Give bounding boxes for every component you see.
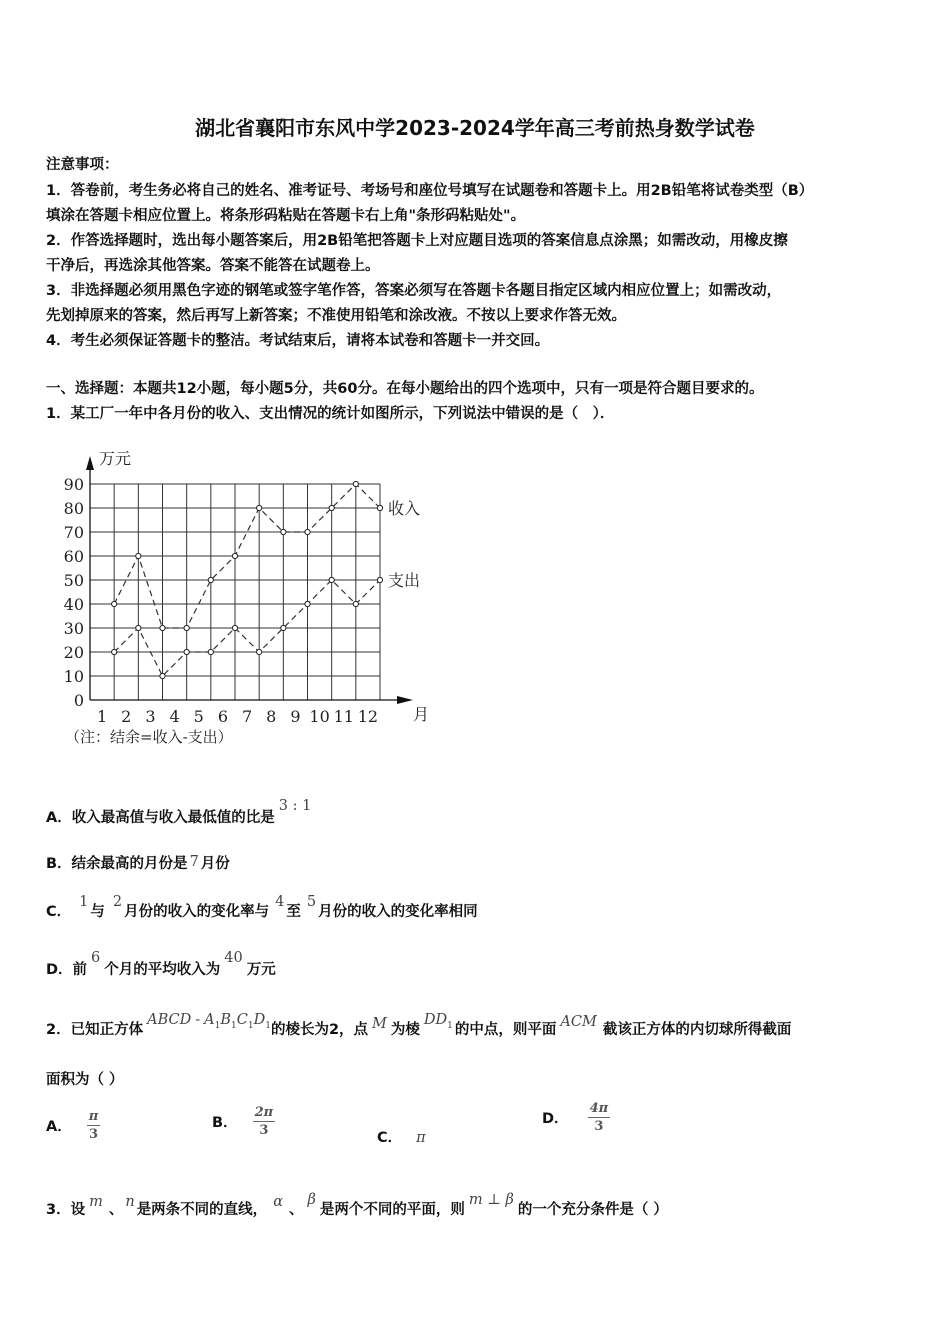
q1-option-c-text-1: 与 [90,904,105,920]
q2-cube-vertex: D [253,1012,266,1028]
notice-line: 先划掉原来的答案，然后再写上新答案；不准使用铅笔和涂改液。不按以上要求作答无效。 [46,308,626,324]
q1-option-c-math-4: 5 [306,894,317,910]
q2-option-d-denominator: 3 [594,1119,604,1134]
question-3-stem [46,1192,668,1219]
q3-condition: m ⊥ β [468,1192,514,1208]
q1-option-c-text-3: 至 [286,904,301,920]
q2-option-b[interactable] [212,1104,275,1139]
data-point [305,601,310,606]
data-point [353,601,358,606]
data-point [329,505,334,510]
q1-option-d-math-1: 6 [91,950,101,966]
x-tick-label: 7 [241,707,253,726]
x-tick-labels [97,707,378,726]
q2-subscript: 1 [214,1020,221,1031]
notice-line: 3．非选择题必须用黑色字迹的钢笔或签字笔作答，答案必须写在答题卡各题目指定区域内相应位置上；如需改动， [46,283,782,299]
q3-var-alpha: α [273,1194,283,1210]
q2-option-c-value: π [416,1130,426,1146]
x-axis-label: 月 [413,705,430,724]
y-axis-label: 万元 [99,449,132,468]
q2-option-c[interactable] [377,1126,426,1147]
q2-text-pre: 2．已知正方体 [46,1022,144,1038]
section-heading: 一、选择题：本题共12小题，每小题5分，共60分。在每小题给出的四个选项中，只有一项是符合题目要求的。 [46,381,764,397]
q1-option-b-text-post: 月份 [200,856,230,872]
x-tick-label: 8 [266,707,277,726]
q2-cube-base: ABCD [147,1012,192,1028]
data-point [112,649,117,654]
data-point [160,673,165,678]
q2-cube-vertex: C [236,1012,248,1028]
q3-text-3: 的一个充分条件是（ ） [517,1202,668,1218]
x-tick-label: 9 [290,707,301,726]
data-point [377,505,382,510]
q1-option-d-text-2: 个月的平均收入为 [104,962,221,978]
x-tick-label: 6 [217,707,229,726]
q2-cube-vertex: B [220,1012,231,1028]
question-1-stem: 1．某工厂一年中各月份的收入、支出情况的统计如图所示，下列说法中错误的是（ ）． [46,406,615,422]
q2-subscript: 1 [447,1020,453,1031]
q2-option-a-numerator: π [88,1109,99,1124]
q2-plane: ACM [560,1014,597,1030]
x-tick-label: 12 [357,707,379,726]
data-point [353,481,358,486]
q3-var-beta: β [307,1192,316,1208]
q1-option-c-math-2: 2 [112,894,123,910]
q2-option-d-numerator: 4π [589,1101,609,1116]
q2-cube-dash: - [195,1012,201,1028]
q1-option-d[interactable] [46,950,276,979]
y-tick-label: 70 [63,523,84,542]
chart-grid [90,484,380,700]
notice-line: 1．答卷前，考生务必将自己的姓名、准考证号、考场号和座位号填写在试题卷和答题卡上。用2B铅笔将试卷类型（B） [46,183,814,199]
q1-option-d-text-3: 万元 [246,962,276,978]
y-tick-label: 30 [63,619,84,638]
x-axis-arrow [397,696,413,704]
q1-option-a-math: 3 : 1 [278,798,312,814]
notice-line: 2．作答选择题时，选出每小题答案后，用2B铅笔把答题卡上对应题目选项的答案信息点涂黑；如需改动，用橡皮擦 [46,233,788,249]
data-point [281,529,286,534]
y-tick-label: 20 [63,643,84,662]
q3-var-m: m [89,1194,103,1210]
q1-option-a-text: A．收入最高值与收入最低值的比是 [46,810,275,826]
q2-option-a-denominator: 3 [89,1127,99,1142]
data-point [112,601,117,606]
q2-cube-vertex: A [204,1012,215,1028]
x-tick-label: 11 [333,707,354,726]
income-expense-chart [55,440,455,755]
x-tick-label: 5 [193,707,204,726]
notice-line: 4．考生必须保证答题卡的整洁。考试结束后，请将本试卷和答题卡一并交回。 [46,333,550,349]
q2-text-4: 截该正方体的内切球所得截面 [602,1022,792,1038]
q2-option-c-label: C． [377,1130,403,1146]
q2-text-2: 为棱 [390,1022,420,1038]
data-point [184,625,189,630]
data-point [208,649,213,654]
q2-option-a-label: A． [46,1119,72,1135]
page-title: 湖北省襄阳市东风中学2023-2024学年高三考前热身数学试卷 [195,116,755,140]
q2-option-d[interactable] [542,1100,610,1135]
q1-option-c[interactable] [46,894,478,921]
y-tick-labels [64,475,84,710]
q2-subscript: 1 [265,1020,271,1031]
data-point [232,625,237,630]
data-point [160,625,165,630]
q2-text-1: 的棱长为2，点 [270,1022,369,1038]
data-point [184,649,189,654]
data-point [208,577,213,582]
q1-option-b-math: 7 [189,854,199,870]
data-point [257,505,262,510]
q1-option-c-text-2: 月份的收入的变化率与 [124,904,270,920]
question-2-line-2: 面积为（ ） [46,1072,124,1088]
q1-option-c-math-3: 4 [275,894,285,910]
q2-text-3: 的中点，则平面 [454,1022,557,1038]
y-tick-label: 0 [73,691,84,710]
data-point [257,649,262,654]
notice-heading: 注意事项： [46,157,119,173]
q2-subscript: 1 [231,1020,237,1031]
data-point [377,577,382,582]
data-point [232,553,237,558]
x-tick-label: 4 [169,707,180,726]
q2-option-b-numerator: 2π [254,1105,274,1120]
q3-var-n: n [125,1194,135,1210]
x-tick-label: 3 [145,707,156,726]
question-2-stem [46,1012,792,1041]
chart-note: （注：结余=收入-支出） [65,728,233,746]
q2-subscript: 1 [247,1020,254,1031]
data-point [136,553,141,558]
data-point [305,529,310,534]
q3-sep-1: 、 [108,1202,124,1218]
q1-option-d-text-1: D．前 [46,962,88,978]
x-tick-label: 10 [309,707,330,726]
q2-option-b-denominator: 3 [259,1123,269,1138]
q1-option-b-text: B．结余最高的月份是 [46,856,188,872]
data-point [281,625,286,630]
data-point [329,577,334,582]
q2-option-a[interactable] [46,1108,100,1143]
y-tick-label: 90 [63,475,84,494]
q3-text-2: 是两个不同的平面，则 [319,1202,465,1218]
series-label: 支出 [388,571,421,590]
q1-option-d-math-2: 40 [224,950,243,966]
series-label: 收入 [388,499,421,518]
q2-option-d-label: D． [542,1111,569,1127]
y-tick-label: 60 [63,547,84,566]
x-tick-label: 1 [96,707,108,726]
q1-option-a[interactable] [46,798,312,827]
q2-option-b-label: B． [212,1115,238,1131]
q1-option-c-text-4: 月份的收入的变化率相同 [318,904,478,920]
x-tick-label: 2 [121,707,132,726]
q2-edge-name: DD [423,1012,448,1028]
q1-option-c-label: C． [46,904,72,920]
y-tick-label: 50 [63,571,84,590]
y-axis-arrow [86,456,94,470]
q1-option-b[interactable] [46,852,230,873]
q3-sep-2: 、 [288,1202,304,1218]
notice-line: 填涂在答题卡相应位置上。将条形码粘贴在答题卡右上角"条形码粘贴处"。 [46,208,526,224]
q3-text-pre: 3．设 [46,1202,86,1218]
q2-point-m: M [372,1016,387,1032]
series-labels [388,499,420,590]
y-tick-label: 80 [63,499,84,518]
q2-cube-name [147,1012,271,1031]
q1-option-c-math-1: 1 [79,894,89,910]
notice-line: 干净后，再选涂其他答案。答案不能答在试题卷上。 [46,258,380,274]
q2-edge [423,1012,453,1031]
q3-text-1: 是两条不同的直线， [136,1202,268,1218]
data-point [136,625,141,630]
y-tick-label: 10 [63,667,84,686]
y-tick-label: 40 [63,595,84,614]
